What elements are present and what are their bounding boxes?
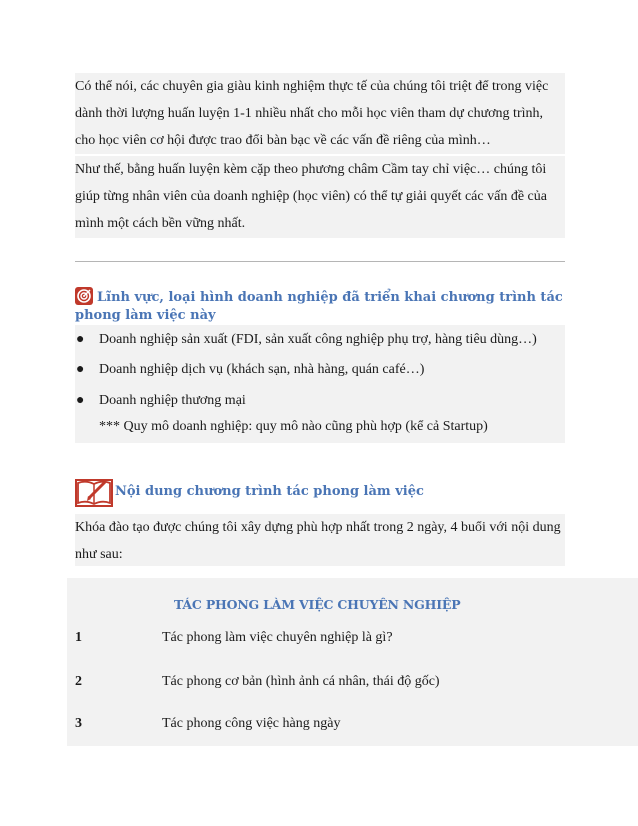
- section-heading-text: Nội dung chương trình tác phong làm việc: [115, 484, 424, 499]
- program-content-table: [67, 578, 638, 746]
- bullet-icon: ●: [76, 362, 85, 377]
- list-item: [75, 357, 565, 383]
- list-item-text: Doanh nghiệp sản xuất (FDI, sản xuất công nghiệp phụ trợ, hàng tiêu dùng…): [99, 332, 537, 347]
- list-item-text: Doanh nghiệp dịch vụ (khách sạn, nhà hàng, quán café…): [99, 362, 425, 377]
- list-item: [75, 327, 565, 353]
- section-heading-program-content: [75, 483, 565, 501]
- list-item-text: Doanh nghiệp thương mại: [99, 393, 246, 408]
- section-heading-text: Lĩnh vực, loại hình doanh nghiệp đã triển khai chương trình tác phong làm việc này: [75, 290, 563, 323]
- program-intro-paragraph: Khóa đào tạo được chúng tôi xây dựng phù hợp nhất trong 2 ngày, 4 buổi với nội dung như sau:: [75, 514, 565, 566]
- table-row-number: 2: [75, 674, 82, 689]
- intro-paragraph-1: Có thể nói, các chuyên gia giàu kinh nghiệm thực tế của chúng tôi triệt để trong việc dành thời lượng huấn luyện 1-1 nhiều nhất cho mỗi học viên tham dự chương trình, cho học viên cơ hội được trao đổi bàn bạc về các vấn đề riêng của mình…: [75, 73, 565, 154]
- bullet-icon: ●: [76, 332, 85, 347]
- horizontal-divider: [75, 261, 565, 262]
- table-row-text: Tác phong làm việc chuyên nghiệp là gì?: [162, 630, 393, 645]
- scale-note: *** Quy mô doanh nghiệp: quy mô nào cũng phù hợp (kể cả Startup): [99, 419, 488, 434]
- bullet-icon: ●: [76, 393, 85, 408]
- table-row-number: 3: [75, 716, 82, 731]
- table-row-text: Tác phong công việc hàng ngày: [162, 716, 341, 731]
- table-row-text: Tác phong cơ bản (hình ảnh cá nhân, thái độ gốc): [162, 674, 440, 689]
- table-title: TÁC PHONG LÀM VIỆC CHUYÊN NGHIỆP: [174, 597, 461, 612]
- target-icon: [75, 287, 93, 305]
- table-row-number: 1: [75, 630, 82, 645]
- section-heading-business-types: [75, 287, 565, 325]
- list-item: [75, 388, 565, 414]
- intro-paragraph-2: Như thế, bằng huấn luyện kèm cặp theo phương châm Cầm tay chỉ việc… chúng tôi giúp từng nhân viên của doanh nghiệp (học viên) có thể tự giải quyết các vấn đề của mình một cách bền vững nhất.: [75, 156, 565, 238]
